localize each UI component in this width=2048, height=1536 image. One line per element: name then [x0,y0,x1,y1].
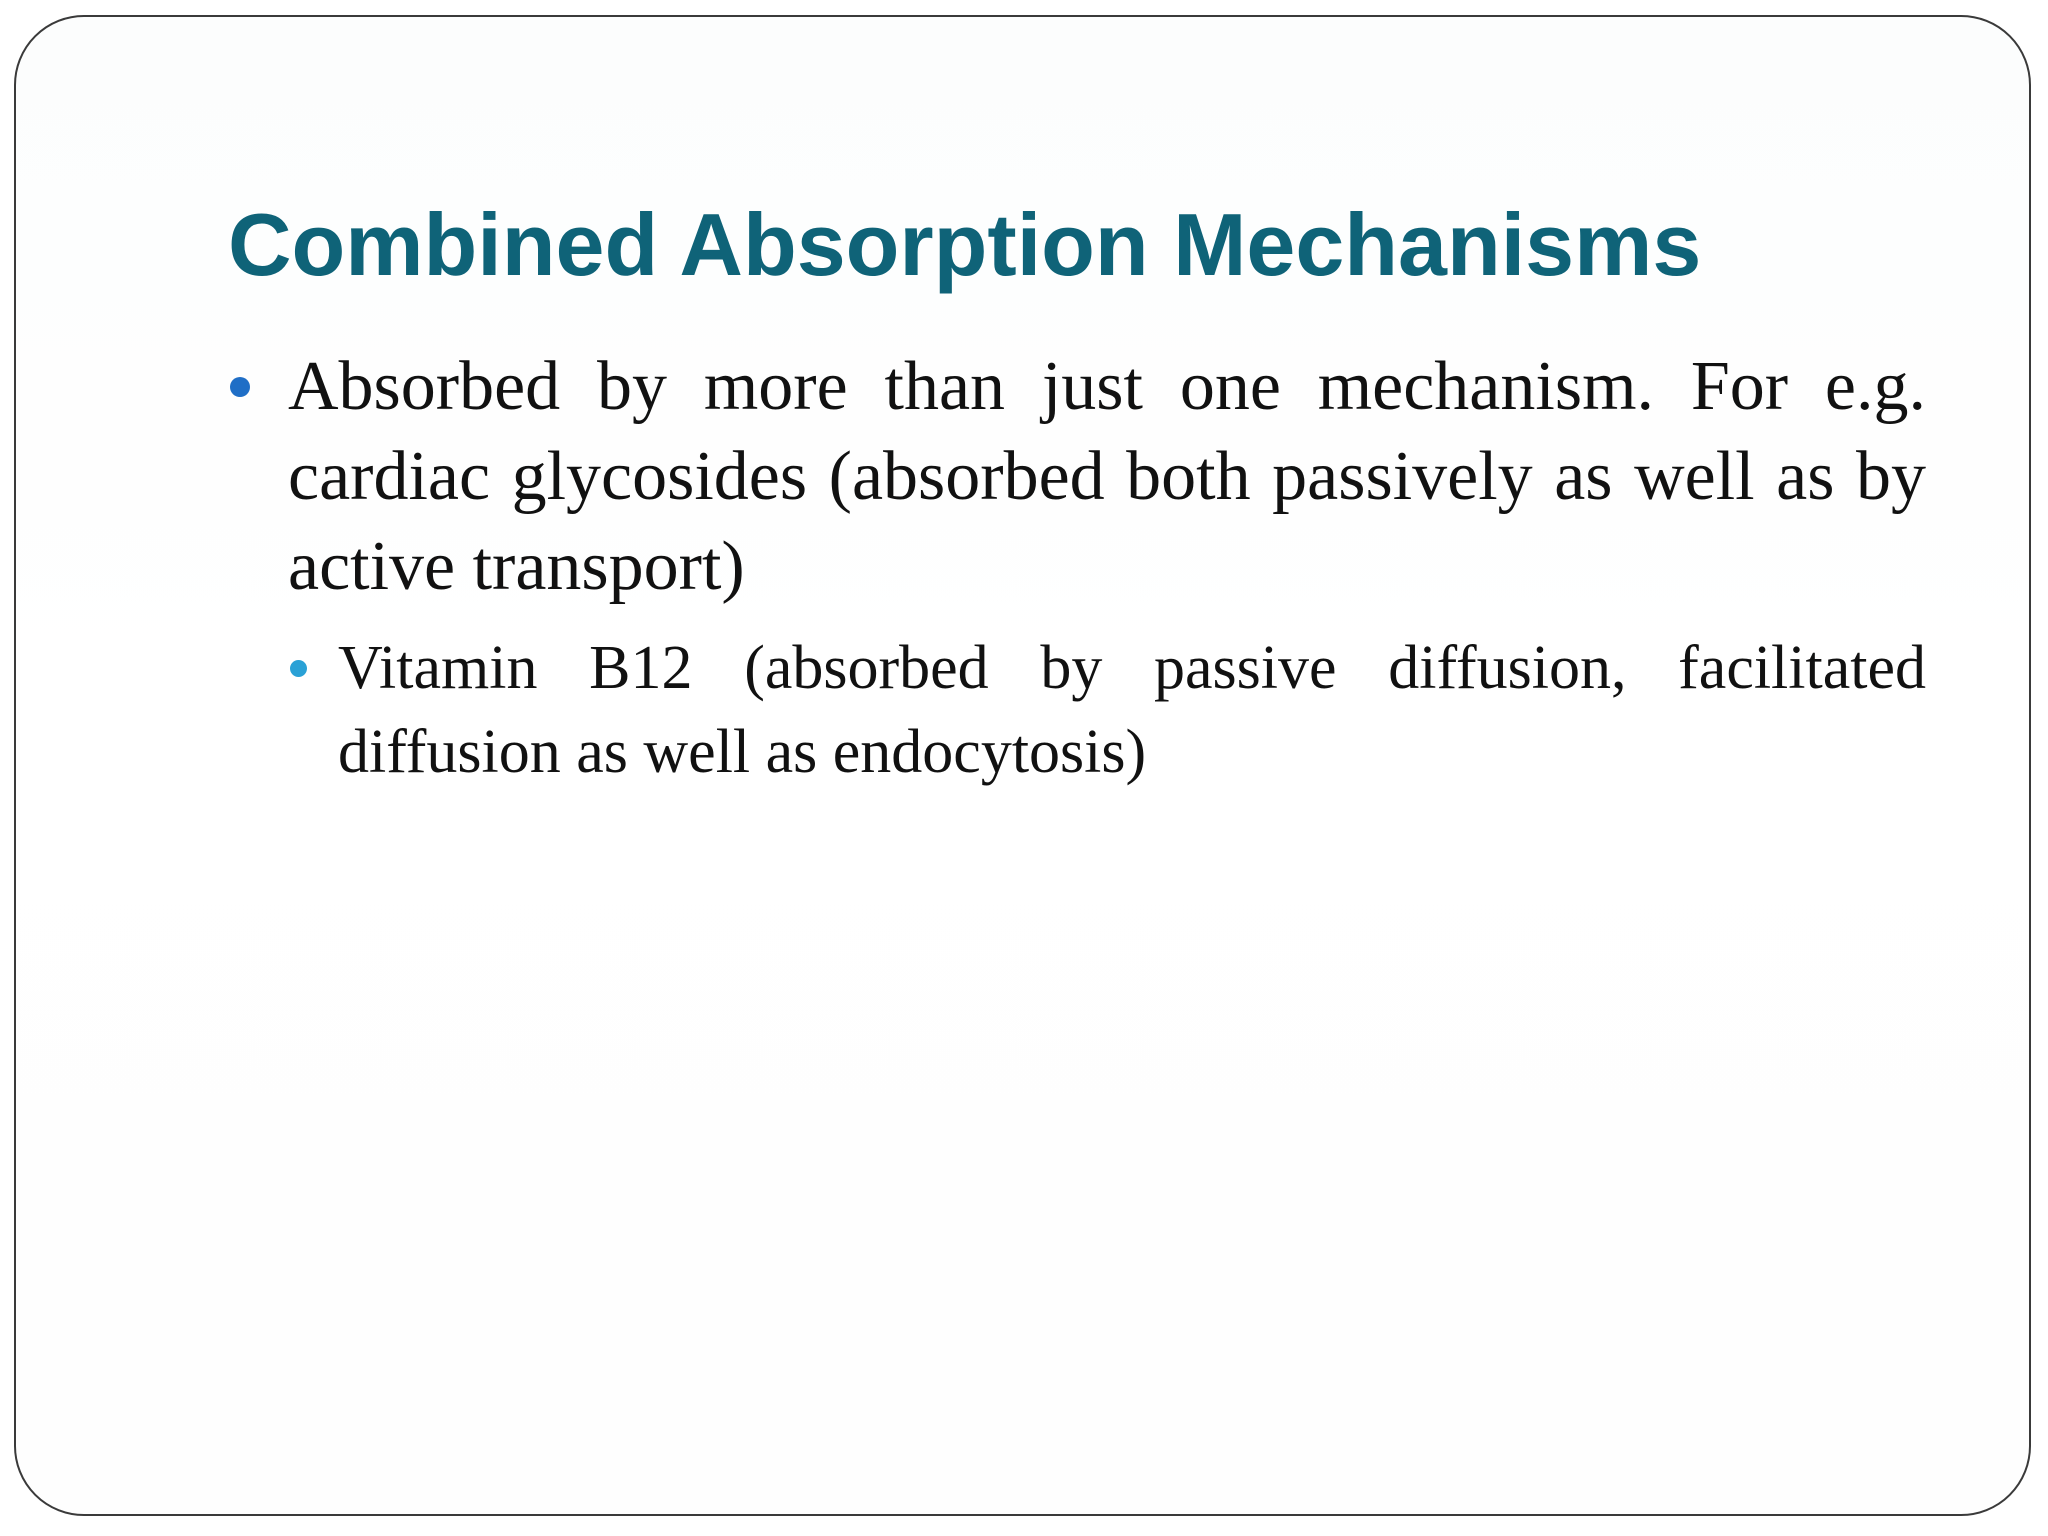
bullet-dot-icon [290,660,307,677]
bullet-text: Vitamin B12 (absorbed by passive diffusion, facilitated diffusion as well as endocytosis) [338,634,1926,786]
bullet-item-level2 [288,626,1926,794]
bullet-text: Absorbed by more than just one mechanism. For e.g. cardiac glycosides (absorbed both passively as well as by active transport) [288,348,1926,605]
bullet-item-level1 [228,342,1926,612]
bullet-list [228,342,1926,794]
slide-title: Combined Absorption Mechanisms [228,195,1702,294]
bullet-dot-icon [230,377,250,397]
